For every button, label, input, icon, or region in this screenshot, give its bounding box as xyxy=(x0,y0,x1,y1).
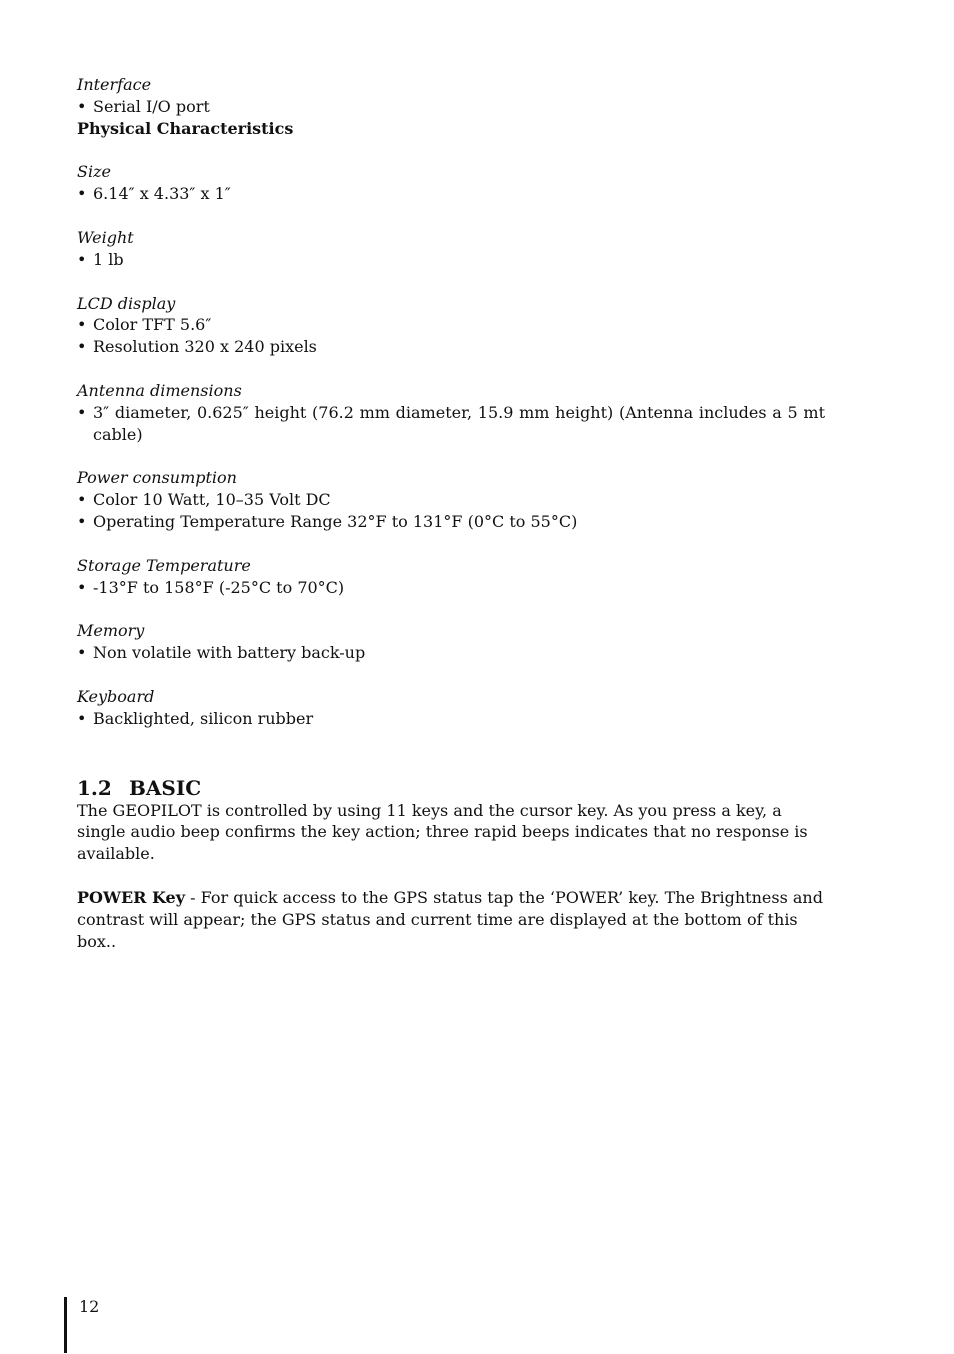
spec-item-text: 3″ diameter, 0.625″ height (76.2 mm diameter, 15.9 mm height) (Antenna includes a 5 mt cable) xyxy=(93,402,825,444)
spec-size xyxy=(77,161,825,205)
spec-label: Interface xyxy=(77,75,152,94)
spec-label: Weight xyxy=(77,227,134,247)
bullet: • xyxy=(77,315,87,335)
spec-item-text: Operating Temperature Range 32°F to 131°F (0°C to 55°C) xyxy=(93,511,578,531)
power-key-label: POWER Key xyxy=(77,887,186,907)
page-footer-rule xyxy=(64,1297,100,1353)
spec-item xyxy=(77,249,825,271)
bullet: • xyxy=(77,490,87,510)
spec-item-text: Non volatile with battery back-up xyxy=(93,643,366,663)
spec-item xyxy=(77,314,825,336)
section-heading xyxy=(77,776,825,800)
spec-item xyxy=(77,489,825,511)
spec-label: LCD display xyxy=(77,293,176,313)
bullet: • xyxy=(77,643,87,663)
spec-item-text: Backlighted, silicon rubber xyxy=(93,708,314,728)
bullet: • xyxy=(77,577,87,597)
spec-lcd-display xyxy=(77,293,825,358)
bullet: • xyxy=(77,511,87,531)
page-content xyxy=(77,74,825,974)
power-key-text: - For quick access to the GPS status tap the ‘POWER’ key. The Brightness and contrast will appear; the GPS status and current time are displayed at the bottom of this box.. xyxy=(77,887,823,951)
spec-memory xyxy=(77,620,825,664)
spec-power-consumption xyxy=(77,467,825,532)
spec-interface xyxy=(77,74,825,118)
spec-item xyxy=(77,183,825,205)
spec-item xyxy=(77,708,825,730)
spec-weight xyxy=(77,227,825,271)
spec-label: Storage Temperature xyxy=(77,555,251,575)
physical-characteristics-heading: Physical Characteristics xyxy=(77,118,294,138)
spec-item-text: 1 lb xyxy=(93,249,124,269)
bullet: • xyxy=(77,402,87,422)
spec-item-text: -13°F to 158°F (-25°C to 70°C) xyxy=(93,577,345,597)
spec-label: Memory xyxy=(77,621,145,641)
spec-item xyxy=(77,96,825,118)
spec-label: Keyboard xyxy=(77,686,155,706)
bullet: • xyxy=(77,249,87,269)
bullet: • xyxy=(77,708,87,728)
spec-storage-temperature xyxy=(77,555,825,599)
spec-item-text: Serial I/O port xyxy=(93,96,210,116)
spec-item-text: Resolution 320 x 240 pixels xyxy=(93,337,317,357)
bullet: • xyxy=(77,337,87,357)
section-intro-paragraph: The GEOPILOT is controlled by using 11 keys and the cursor key. As you press a key, a single audio beep confirms the key action; three rapid beeps indicates that no response is available. xyxy=(77,800,808,864)
spec-item xyxy=(77,642,825,664)
bullet: • xyxy=(77,184,87,204)
bullet: • xyxy=(77,96,87,116)
spec-item-text: 6.14″ x 4.33″ x 1″ xyxy=(93,184,231,204)
section-title: BASIC xyxy=(129,775,202,800)
spec-label: Antenna dimensions xyxy=(77,380,242,400)
spec-item-text: Color TFT 5.6″ xyxy=(93,315,212,335)
spec-antenna-dimensions xyxy=(77,380,825,445)
spec-item-text: Color 10 Watt, 10–35 Volt DC xyxy=(93,490,331,510)
spec-item xyxy=(77,336,825,358)
spec-label: Size xyxy=(77,162,111,182)
spec-label: Power consumption xyxy=(77,468,237,488)
power-key-paragraph xyxy=(77,887,825,952)
page-number: 12 xyxy=(79,1297,100,1316)
spec-item xyxy=(77,402,825,446)
spec-item xyxy=(77,577,825,599)
spec-item xyxy=(77,511,825,533)
spec-keyboard xyxy=(77,686,825,730)
section-number: 1.2 xyxy=(77,775,112,800)
